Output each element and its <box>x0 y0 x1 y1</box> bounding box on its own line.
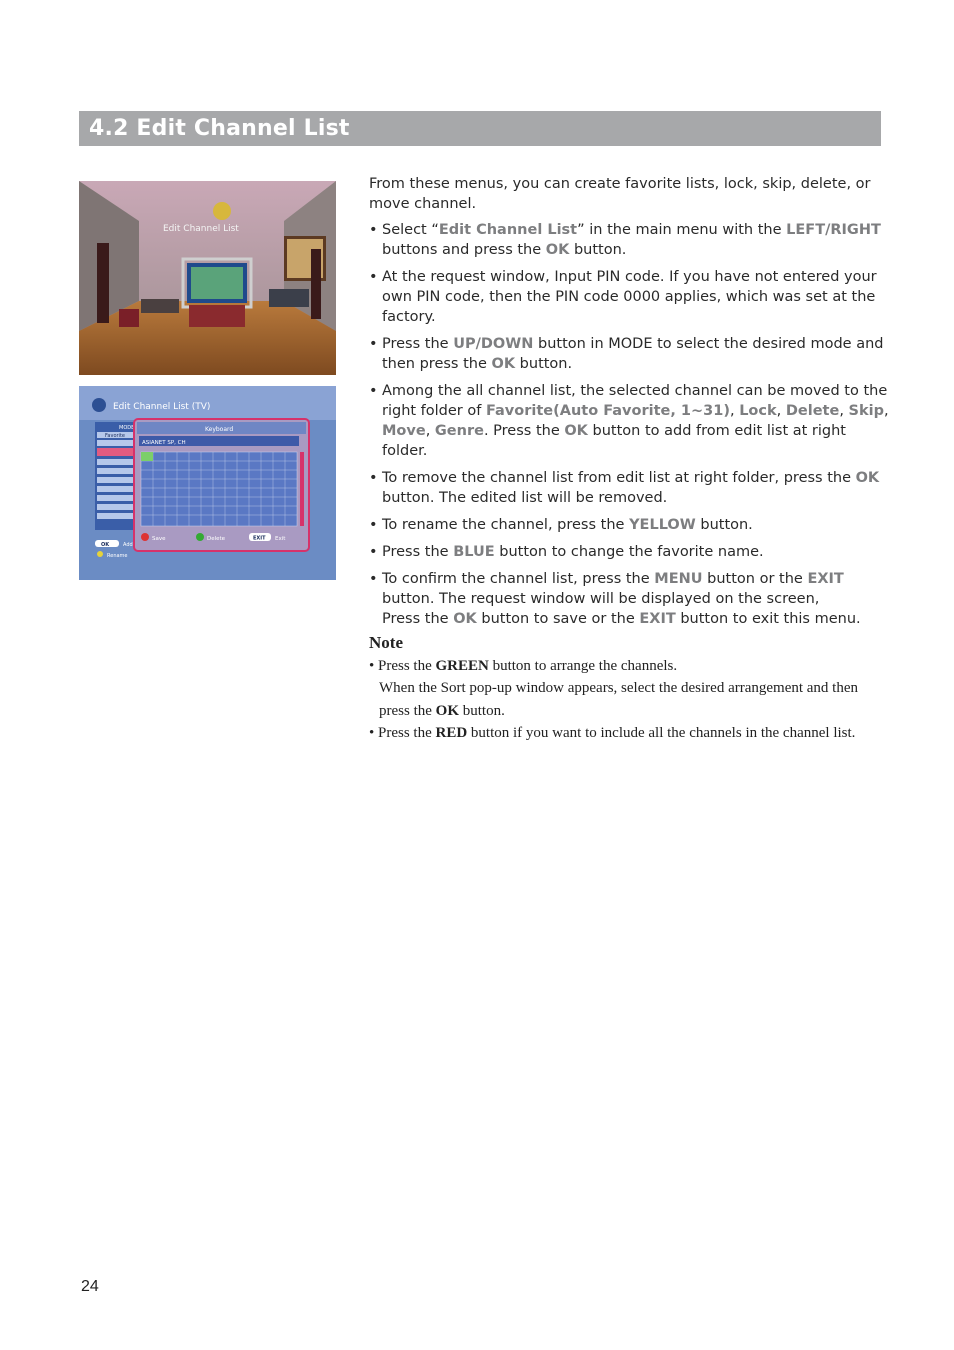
page-number: 24 <box>81 1278 99 1295</box>
exit-label: Exit <box>275 536 286 542</box>
instruction-text: Among the all channel list, the selected channel can be moved to the right folder of <box>382 383 888 419</box>
note-line <box>369 677 869 722</box>
note-text: button. <box>459 702 505 719</box>
bullet-dot: • <box>369 383 378 399</box>
bullet-dot: • <box>369 470 378 486</box>
instruction-item <box>369 220 889 260</box>
instruction-text: , <box>729 403 740 419</box>
instruction-item <box>369 334 889 374</box>
instruction-text: button in MODE to select the desired mode and then press the <box>382 336 884 372</box>
instruction-text: To rename the channel, press the <box>382 517 630 533</box>
button-keyword: UP/DOWN <box>453 336 534 352</box>
button-keyword: OK <box>564 423 588 439</box>
rename-label: Rename <box>107 553 128 559</box>
intro-text: From these menus, you can create favorite lists, lock, skip, delete, or move channel. <box>369 176 871 212</box>
section-header <box>79 111 881 146</box>
button-keyword: YELLOW <box>629 517 696 533</box>
instruction-text: button. <box>569 242 627 258</box>
instruction-item <box>369 515 889 535</box>
button-keyword: Delete <box>785 403 840 419</box>
instruction-text: Select “ <box>382 222 439 238</box>
instruction-text: , <box>839 403 849 419</box>
instruction-item <box>369 381 889 461</box>
mode-label: MODE <box>119 425 135 431</box>
instruction-text: To confirm the channel list, press the <box>382 571 655 587</box>
button-keyword: Edit Channel List <box>438 222 578 238</box>
instruction-text: button. The request window will be displayed on the screen, <box>382 591 820 607</box>
button-keyword: EXIT <box>807 571 844 587</box>
instruction-text: , <box>776 403 786 419</box>
note-text: • Press the <box>369 657 436 674</box>
instruction-item <box>369 569 889 629</box>
instruction-item <box>369 468 889 508</box>
instructions-column <box>369 174 889 636</box>
section-title: 4.2 Edit Channel List <box>89 116 350 141</box>
note-line <box>369 655 869 678</box>
note-text: When the Sort pop-up window appears, select the desired arrangement and then press the <box>379 680 859 719</box>
instruction-text: button to save or the <box>476 611 640 627</box>
note-lines <box>369 655 869 745</box>
instruction-text: Press the <box>382 611 454 627</box>
bullet-dot: • <box>369 222 378 238</box>
button-keyword: BLUE <box>453 544 495 560</box>
save-label: Save <box>152 536 166 542</box>
instruction-text: Press the <box>382 544 454 560</box>
button-keyword: Genre <box>434 423 484 439</box>
edit-list-title: Edit Channel List (TV) <box>113 402 211 412</box>
button-keyword: EXIT <box>639 611 676 627</box>
instruction-text: button. The edited list will be removed. <box>382 490 668 506</box>
instruction-text: button or the <box>702 571 808 587</box>
instruction-text: button to exit this menu. <box>675 611 861 627</box>
note-text: button to arrange the channels. <box>488 657 678 674</box>
keyboard-input-value: ASIANET SP, CH <box>142 440 186 446</box>
button-keyword: OK <box>545 242 570 258</box>
instruction-text: At the request window, Input PIN code. If you have not entered your own PIN code, then the PIN code 0000 applies, which was set at the factory. <box>382 269 877 325</box>
button-keyword: OK <box>855 470 880 486</box>
instruction-text: Press the <box>382 336 454 352</box>
bullet-dot: • <box>369 571 378 587</box>
instruction-text: ” in the main menu with the <box>577 222 787 238</box>
instruction-text: button. <box>515 356 573 372</box>
bullet-dot: • <box>369 269 378 285</box>
instruction-text: . Press the <box>483 423 565 439</box>
instruction-item <box>369 542 889 562</box>
note-keyword: GREEN <box>435 657 489 674</box>
instruction-text: , <box>883 403 889 419</box>
button-keyword: Favorite(Auto Favorite, 1~31) <box>485 403 730 419</box>
instruction-text: To remove the channel list from edit list at right folder, press the <box>382 470 856 486</box>
room-scene-image <box>79 181 336 375</box>
button-keyword: OK <box>491 356 516 372</box>
note-title: Note <box>369 633 403 652</box>
button-keyword: LEFT/RIGHT <box>786 222 881 238</box>
instruction-text: buttons and press the <box>382 242 546 258</box>
instruction-text: button to add from edit list at right folder. <box>382 423 846 459</box>
note-keyword: OK <box>435 702 459 719</box>
keyboard-title: Keyboard <box>205 426 234 433</box>
instruction-text: , <box>425 423 435 439</box>
note-text: button if you want to include all the channels in the channel list. <box>467 725 856 741</box>
exit-key: EXIT <box>253 535 266 542</box>
instruction-text: button. <box>695 517 753 533</box>
note-text: • Press the <box>369 725 436 741</box>
bullet-dot: • <box>369 544 378 560</box>
add-label: Add <box>123 542 133 548</box>
note-keyword: RED <box>435 725 468 741</box>
delete-label: Delete <box>207 536 226 542</box>
button-keyword: Move <box>382 423 426 439</box>
instruction-item <box>369 267 889 327</box>
instruction-list <box>369 220 889 629</box>
button-keyword: OK <box>453 611 477 627</box>
edit-channel-list-image <box>79 386 336 580</box>
folder-item: Favorite <box>105 433 125 439</box>
note-line <box>369 722 869 745</box>
bullet-dot: • <box>369 336 378 352</box>
button-keyword: Lock <box>739 403 777 419</box>
bullet-dot: • <box>369 517 378 533</box>
instruction-text: button to change the favorite name. <box>494 544 764 560</box>
scene-caption: Edit Channel List <box>163 224 239 234</box>
note-block <box>369 632 869 745</box>
button-keyword: MENU <box>654 571 703 587</box>
button-keyword: Skip <box>848 403 884 419</box>
ok-key: OK <box>101 542 110 548</box>
